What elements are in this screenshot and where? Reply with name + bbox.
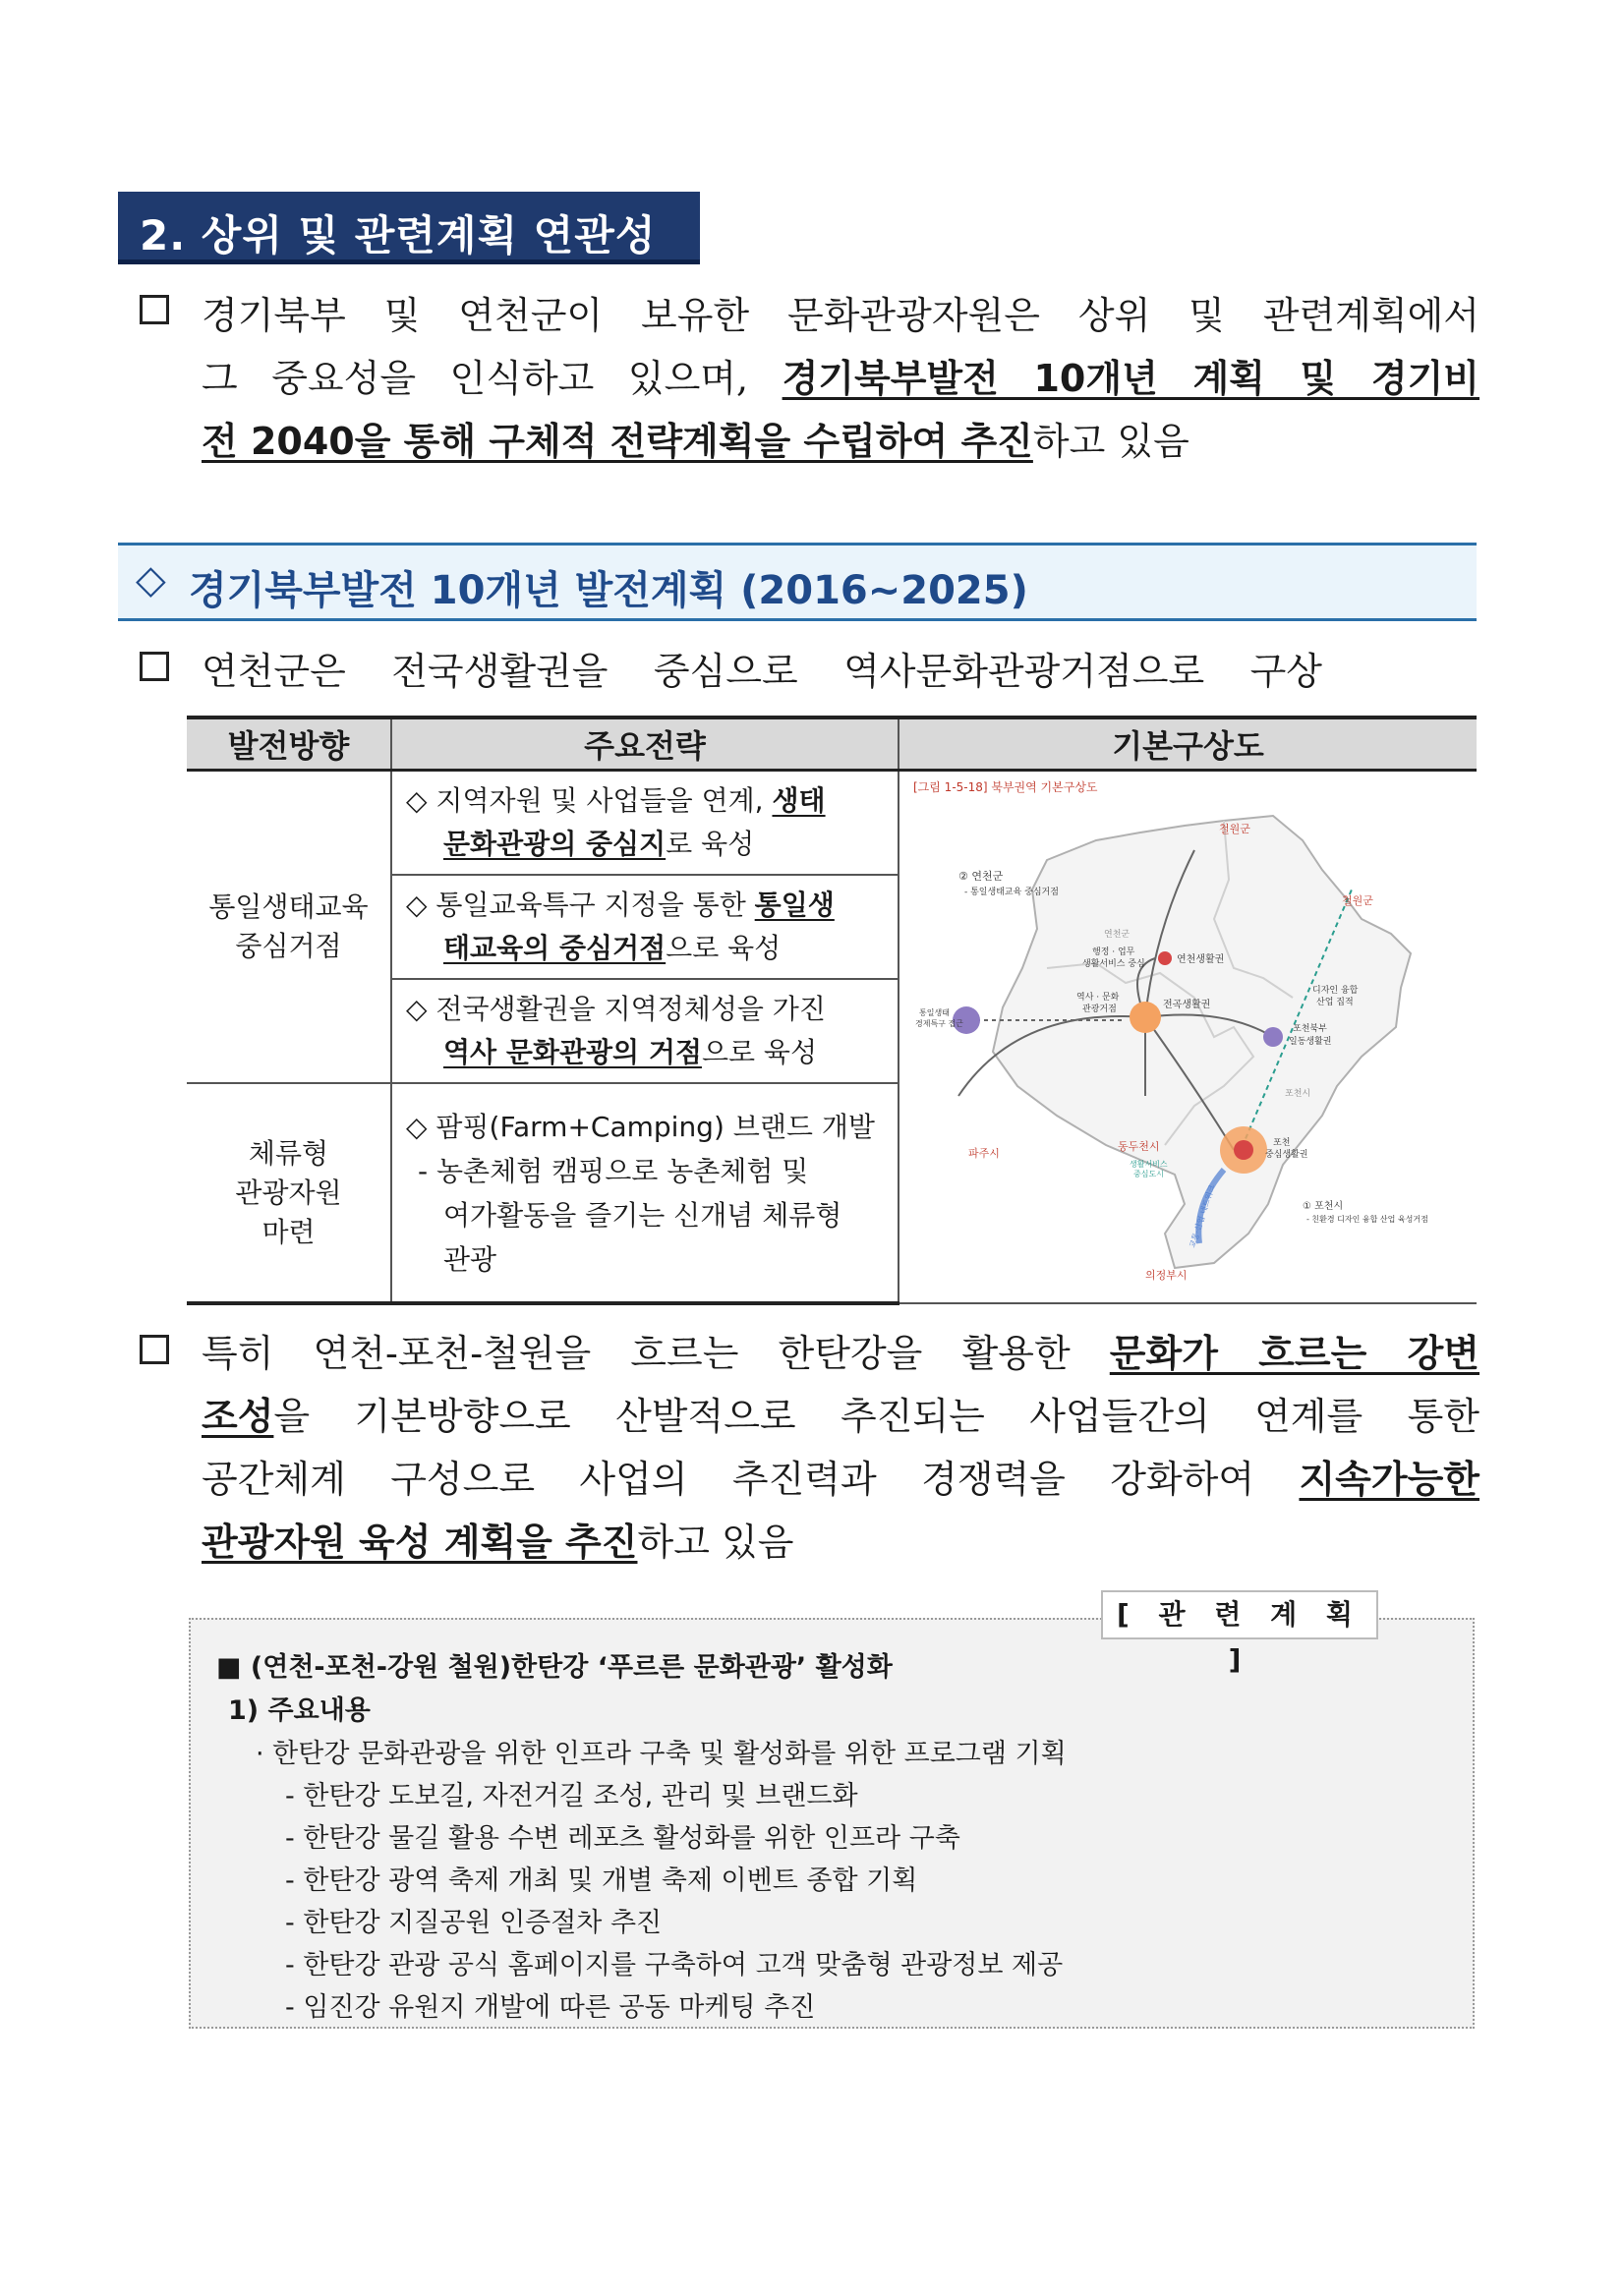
plan-summary	[202, 641, 1322, 695]
body2-line-3	[202, 1449, 1479, 1503]
pocheon-hub-core	[1234, 1140, 1253, 1160]
direction-2-line-1: 체류형	[248, 1136, 329, 1170]
body2-line-3-plain: 공간체계 구성으로 사업의 추진력과 경쟁력을 강화하여	[202, 1458, 1300, 1501]
related-subheading: 1) 주요내용	[228, 1695, 371, 1726]
label-pocheon-city: 포천시	[1285, 1089, 1311, 1099]
map-caption: [그림 1-5-18] 북부권역 기본구상도	[913, 780, 1098, 794]
plan-table	[187, 716, 1477, 1305]
section-title	[118, 192, 700, 264]
map-cell	[899, 771, 1477, 1304]
intro-line-3-emphasis: 전 2040을 통해 구체적 전략계획을 수립하여 추진	[202, 420, 1033, 463]
checkbox-bullet	[140, 652, 169, 681]
label-pocheon-north-2: 일동생활권	[1289, 1037, 1332, 1047]
intro-line-2-emphasis: 경기북부발전 10개년 계획 및 경기비	[782, 357, 1479, 400]
strategy-1-emphasis-2: 문화관광의 중심지	[443, 828, 667, 860]
label-pocheon-note-2: - 친환경 디자인 융합 산업 육성거점	[1306, 1215, 1428, 1224]
regional-concept-map	[899, 772, 1476, 1302]
body2-line-3-emphasis: 지속가능한	[1299, 1458, 1479, 1501]
label-yeoncheon: 연천군	[1104, 930, 1131, 940]
strategy-1-tail: 로 육성	[666, 828, 755, 860]
label-cheorwon-right: 철원군	[1342, 894, 1373, 907]
body2-line-4-plain: 하고 있음	[637, 1521, 794, 1564]
strategy-1-text: ◇ 지역자원 및 사업들을 연계,	[406, 784, 773, 817]
label-cheorwon-top: 철원군	[1219, 823, 1250, 835]
strategy-4-line-2: - 농촌체험 캠핑으로 농촌체험 및	[418, 1154, 809, 1187]
label-design: 디자인 융합	[1312, 986, 1359, 996]
label-pocheon-north: 포천북부	[1293, 1024, 1327, 1034]
intro-line-3	[202, 411, 1189, 465]
strategy-3-text: ◇ 전국생활권을 지역정체성을 가진	[406, 993, 826, 1025]
label-design-2: 산업 집적	[1316, 998, 1354, 1007]
strategy-cell-2	[391, 875, 899, 979]
intro-line-2	[202, 348, 1479, 402]
strategy-2-emphasis-2: 태교육의 중심거점	[443, 932, 667, 964]
related-item-2: - 한탄강 물길 활용 수변 레포츠 활성화를 위한 인프라 구축	[285, 1823, 960, 1854]
strategy-3-tail: 으로 육성	[701, 1036, 818, 1068]
label-eco-edu-2: 경제특구 접근	[915, 1019, 963, 1028]
body2-line-4	[202, 1512, 793, 1566]
section-title-text: 2. 상위 및 관련계획 연관성	[140, 211, 657, 259]
strategy-1-emphasis: 생태	[772, 784, 826, 817]
subsection-banner	[118, 543, 1477, 621]
intro-line-1: 경기북부 및 연천군이 보유한 문화관광자원은 상위 및 관련계획에서	[202, 294, 1479, 337]
label-dongducheon: 동두천시	[1118, 1140, 1160, 1153]
strategy-4-line-3: 여가활동을 즐기는 신개념 체류형	[443, 1198, 842, 1232]
label-living-service: 생활서비스	[1130, 1160, 1168, 1169]
related-item-3: - 한탄강 광역 축제 개최 및 개별 축제 이벤트 종합 기획	[285, 1866, 918, 1896]
jeongok-hub-node	[1130, 1002, 1161, 1033]
related-item-5: - 한탄강 관광 공식 홈페이지를 구축하여 고객 맞춤형 관광정보 제공	[285, 1950, 1064, 1980]
body2-line-4-emphasis: 관광자원 육성 계획을 추진	[202, 1521, 638, 1564]
label-eco-edu: 통일생태	[919, 1008, 950, 1017]
related-item-1: - 한탄강 도보길, 자전거길 조성, 관리 및 브랜드화	[285, 1781, 858, 1811]
body2-line-1-plain: 특히 연천-포천-철원을 흐르는 한탄강을 활용한	[202, 1332, 1110, 1375]
label-paju: 파주시	[968, 1147, 1000, 1160]
plan-summary-text: 연천군은 전국생활권을 중심으로 역사문화관광거점으로 구상	[202, 650, 1322, 693]
label-history-2: 관광거점	[1082, 1004, 1117, 1014]
label-admin: 행정 · 업무	[1092, 947, 1135, 957]
body2-line-2	[202, 1386, 1479, 1440]
label-road: 교통·산업 네트워크	[1188, 1183, 1217, 1249]
label-uijeongbu: 의정부시	[1145, 1269, 1188, 1282]
checkbox-bullet	[140, 295, 169, 324]
yeoncheon-hub-node	[1158, 951, 1172, 965]
related-plan-tag: [ 관 련 계 획 ]	[1101, 1590, 1378, 1639]
header-direction: 발전방향	[187, 718, 391, 771]
checkbox-bullet	[140, 1335, 169, 1364]
body2-line-2-plain: 을 기본방향으로 산발적으로 추진되는 사업들간의 연계를 통한	[273, 1395, 1479, 1438]
strategy-cell-3	[391, 979, 899, 1083]
label-jeongok-hub: 전곡생활권	[1163, 1000, 1211, 1010]
direction-cell-2	[187, 1083, 391, 1303]
diamond-icon: ◇	[136, 557, 166, 603]
body2-line-1	[202, 1323, 1479, 1377]
label-admin-2: 생활서비스 중심	[1082, 959, 1145, 969]
label-pocheon-note-1: ① 포천시	[1303, 1201, 1344, 1212]
strategy-2-emphasis: 통일생	[754, 889, 835, 921]
label-living-service-2: 중심도시	[1133, 1170, 1164, 1178]
header-map: 기본구상도	[899, 718, 1477, 771]
strategy-2-text: ◇ 통일교육특구 지정을 통한	[406, 889, 755, 921]
direction-1-line-1: 통일생태교육	[208, 890, 369, 923]
subsection-title: 경기북부발전 10개년 발전계획 (2016~2025)	[189, 568, 1028, 613]
direction-2-line-2: 관광자원	[235, 1176, 342, 1209]
label-yeoncheon-note-2: - 통일생태교육 중심거점	[964, 888, 1059, 897]
intro-line-2-plain: 그 중요성을 인식하고 있으며,	[202, 357, 783, 400]
label-pocheon-hub: 포천	[1273, 1138, 1291, 1148]
direction-2-line-3: 마련	[261, 1215, 316, 1248]
pocheon-north-node	[1263, 1027, 1283, 1047]
related-item-4: - 한탄강 지질공원 인증절차 추진	[285, 1908, 663, 1938]
header-strategy: 주요전략	[391, 718, 899, 771]
related-plan-box	[189, 1618, 1475, 2029]
strategy-cell-4	[391, 1083, 899, 1303]
related-heading: ■ (연천-포천-강원 철원)한탄강 ‘푸르른 문화관광’ 활성화	[216, 1652, 893, 1683]
strategy-cell-1	[391, 771, 899, 876]
label-history: 역사 · 문화	[1076, 993, 1120, 1003]
direction-cell-1	[187, 771, 391, 1084]
strategy-4-line-1: ◇ 팜핑(Farm+Camping) 브랜드 개발	[406, 1110, 875, 1143]
intro-line-3-plain: 하고 있음	[1032, 420, 1189, 463]
body2-line-1-emphasis: 문화가 흐르는 강변	[1109, 1332, 1480, 1375]
direction-1-line-2: 중심거점	[235, 930, 342, 962]
related-item-6: - 임진강 유원지 개발에 따른 공동 마케팅 추진	[285, 1992, 816, 2023]
body2-line-2-emphasis: 조성	[202, 1395, 274, 1438]
strategy-2-tail: 으로 육성	[666, 932, 782, 964]
label-yeoncheon-hub: 연천생활권	[1177, 954, 1225, 965]
strategy-3-emphasis: 역사 문화관광의 거점	[443, 1036, 702, 1068]
label-pocheon-hub-2: 중심생활권	[1265, 1150, 1308, 1160]
strategy-4-line-4: 관광	[443, 1242, 497, 1276]
related-main-item: · 한탄강 문화관광을 위한 인프라 구축 및 활성화를 위한 프로그램 기획	[256, 1739, 1067, 1769]
label-yeoncheon-note-1: ② 연천군	[958, 870, 1004, 883]
